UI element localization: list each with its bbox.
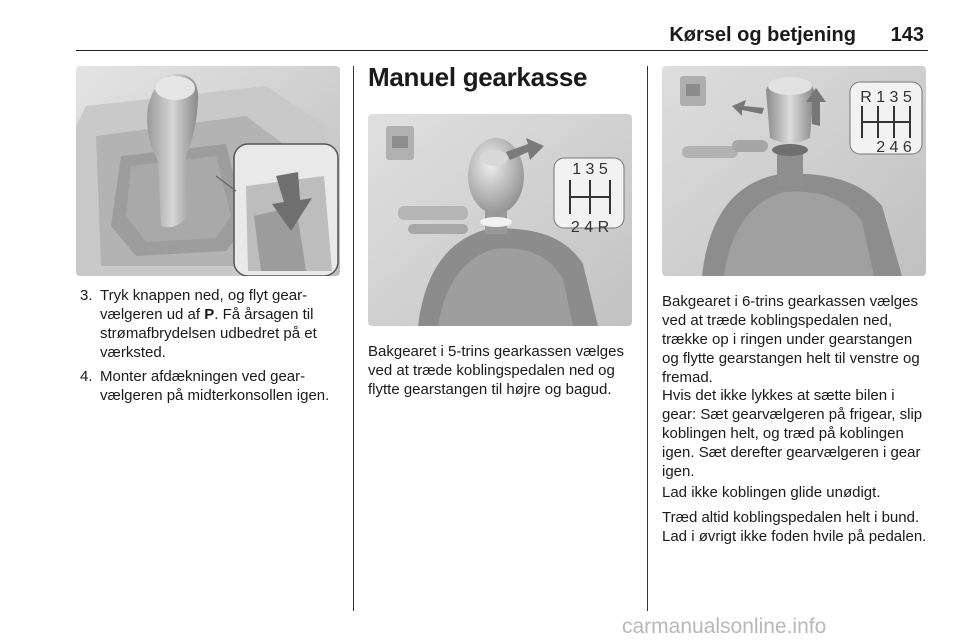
shift-pattern-bottom-label: 2 4 R bbox=[570, 219, 610, 236]
watermark: carmanualsonline.info bbox=[622, 615, 827, 638]
clutch-pedal-paragraph: Træd altid koblingspedalen helt i bund. Lad i øvrigt ikke foden hvile på pedalen. bbox=[662, 509, 927, 545]
page-header bbox=[76, 22, 928, 51]
five-speed-drawing bbox=[368, 114, 632, 326]
step-park-symbol: P bbox=[204, 306, 215, 323]
clutch-slip-paragraph: Lad ikke koblingen glide unødigt. bbox=[662, 484, 881, 501]
section-title: Kørsel og betjening bbox=[669, 24, 856, 46]
five-speed-caption: Bakgearet i 5-trins gearkassen vælges ved at træde koblingspedalen ned og flytte gearstangen til højre og bagud. bbox=[368, 343, 624, 398]
step-text-start: Monter afdækningen ved gearvælgeren på midterkonsollen igen. bbox=[100, 368, 330, 404]
instruction-steps bbox=[76, 286, 342, 410]
not-in-gear-paragraph: Hvis det ikke lykkes at sætte bilen i gear: Sæt gearvælgeren på frigear, slip koblingen helt, og træd på koblingen igen. Sæt derefter gearvælgeren i gear igen. bbox=[662, 387, 923, 480]
six-speed-drawing bbox=[662, 66, 926, 276]
shift-pattern-top-label: 1 3 5 bbox=[572, 161, 608, 178]
six-speed-gear-lever-illustration bbox=[662, 66, 926, 276]
step-number: 4. bbox=[80, 368, 93, 385]
gear-selector-drawing bbox=[76, 66, 340, 276]
column-divider-right bbox=[647, 66, 648, 611]
instruction-step bbox=[76, 286, 342, 362]
section-heading: Manuel gearkasse bbox=[368, 62, 588, 92]
step-text-start: Tryk knappen ned, og flyt gearvælgeren ud af bbox=[100, 287, 308, 323]
shift-pattern-top-label: R 1 3 5 bbox=[860, 89, 912, 106]
shift-pattern-bottom-label: 2 4 6 bbox=[876, 139, 912, 156]
step-number: 3. bbox=[80, 287, 93, 304]
gear-selector-release-illustration bbox=[76, 66, 340, 276]
column-divider-left bbox=[353, 66, 354, 611]
page-number: 143 bbox=[890, 24, 924, 46]
five-speed-gear-lever-illustration bbox=[368, 114, 632, 326]
step-text-end: . Få årsagen til strømafbrydelsen udbedret på et værksted. bbox=[100, 306, 317, 361]
six-speed-caption: Bakgearet i 6-trins gearkassen vælges ved at træde koblingspedalen ned, trække op i ringen under gearstangen og flytte gearstangen helt til venstre og fremad. bbox=[662, 293, 920, 386]
instruction-step bbox=[76, 367, 342, 405]
